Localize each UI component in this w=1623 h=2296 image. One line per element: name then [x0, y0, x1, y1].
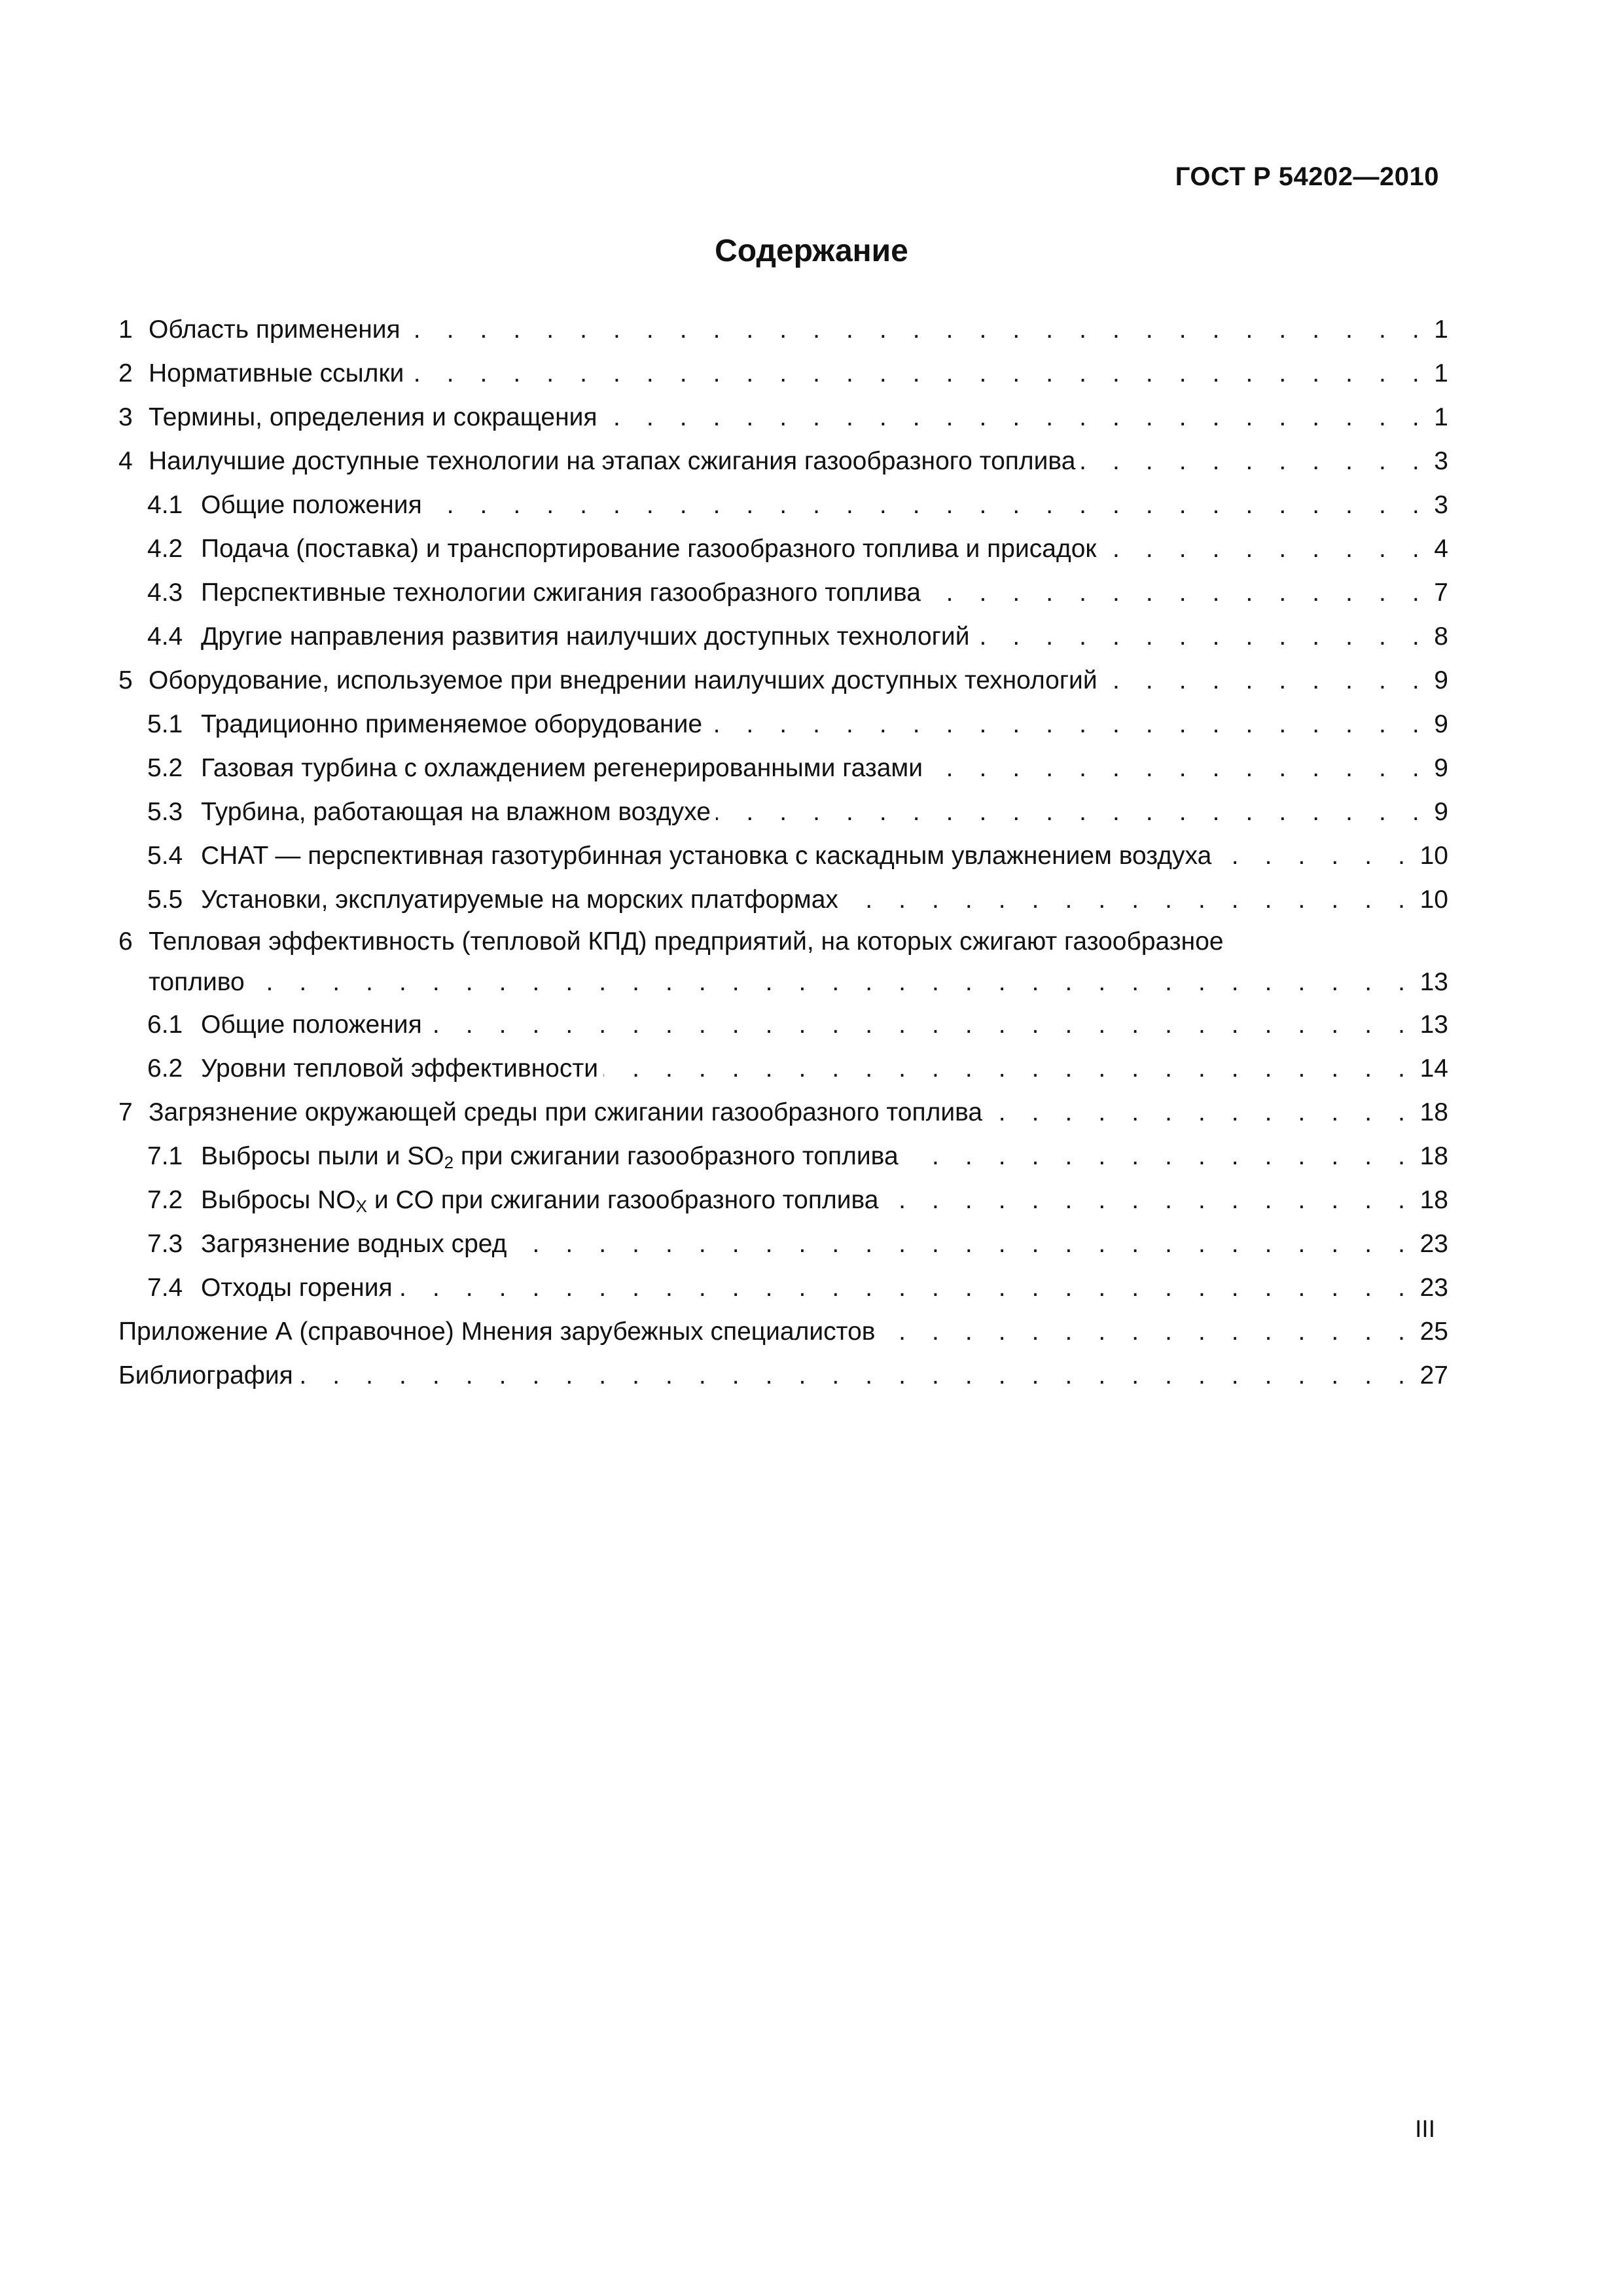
toc-entry-4-3[interactable]: [118, 571, 1448, 615]
dot-leader: [406, 308, 1429, 351]
page-number: III: [1415, 2115, 1435, 2142]
toc-entry-number: 7.2: [147, 1186, 183, 1214]
toc-entry-number: 4.1: [147, 491, 183, 519]
dot-leader: [988, 1090, 1415, 1134]
toc-entry-5[interactable]: [118, 658, 1448, 702]
toc-entry-title: Приложение А (справочное) Мнения зарубежных специалистов: [118, 1318, 876, 1346]
toc-entry-title: [201, 1178, 879, 1222]
toc-entry-3[interactable]: [118, 395, 1448, 439]
dot-leader: [974, 615, 1429, 658]
dot-leader: [844, 878, 1415, 922]
toc-title: Содержание: [715, 234, 908, 268]
subscript: 2: [444, 1153, 454, 1172]
toc-entry-number: 4.2: [147, 535, 183, 563]
toc-entry-number: 2: [118, 359, 133, 387]
toc-entry-title: Турбина, работающая на влажном воздухе: [201, 798, 711, 826]
toc-entry-title: Нормативные ссылки: [149, 359, 404, 387]
toc-entry-page: 4: [1434, 535, 1448, 563]
toc-entry-6-2[interactable]: [118, 1047, 1448, 1090]
title-prefix: Выбросы пыли и SO: [201, 1142, 444, 1170]
toc-entry-4-1[interactable]: [118, 483, 1448, 527]
toc-entry-page: 10: [1419, 886, 1448, 914]
toc-entry-title: Загрязнение водных сред: [201, 1230, 507, 1258]
title-suffix: и CO при сжигании газообразного топлива: [366, 1186, 879, 1214]
toc-entry-7-3[interactable]: [118, 1222, 1448, 1266]
toc-entry-title: Установки, эксплуатируемые на морских платформах: [201, 886, 838, 914]
toc-entry-number: 1: [118, 315, 133, 344]
toc-entry-page: 7: [1434, 579, 1448, 607]
toc-entry-5-3[interactable]: [118, 790, 1448, 834]
toc-entry-6-continuation[interactable]: [118, 962, 1448, 1003]
dot-leader: [427, 1003, 1415, 1047]
toc-entry-page: 1: [1434, 359, 1448, 387]
toc-entry-4-4[interactable]: [118, 615, 1448, 658]
toc-entry-page: 9: [1434, 798, 1448, 826]
toc-entry-number: 4.3: [147, 579, 183, 607]
toc-entry-number: 7: [118, 1098, 133, 1126]
toc-entry-6-1[interactable]: [118, 1003, 1448, 1047]
dot-leader: [904, 1134, 1415, 1178]
toc-entry-title: [201, 1134, 899, 1178]
toc-entry-4-2[interactable]: [118, 527, 1448, 571]
dot-leader: [298, 1354, 1415, 1397]
toc-entry-5-1[interactable]: [118, 702, 1448, 746]
toc-entry-title: Термины, определения и сокращения: [149, 403, 597, 431]
dot-leader: [398, 1266, 1415, 1310]
toc-entry-appendix-a[interactable]: [118, 1310, 1448, 1354]
dot-leader: [880, 1310, 1414, 1354]
dot-leader: [603, 395, 1429, 439]
toc-entry-1[interactable]: [118, 308, 1448, 351]
toc-entry-number: 5.5: [147, 886, 183, 914]
toc-entry-title: Общие положения: [201, 491, 422, 519]
toc-entry-number: 5.3: [147, 798, 183, 826]
toc-entry-5-2[interactable]: [118, 746, 1448, 790]
toc-entry-page: 8: [1434, 622, 1448, 651]
toc-entry-bibliography[interactable]: [118, 1354, 1448, 1397]
toc-entry-title: Перспективные технологии сжигания газообразного топлива: [201, 579, 921, 607]
dot-leader: [716, 790, 1429, 834]
toc-entry-number: 7.4: [147, 1274, 183, 1302]
toc-entry-page: 23: [1419, 1230, 1448, 1258]
toc-entry-page: 27: [1419, 1361, 1448, 1390]
toc-entry-number: 7.1: [147, 1142, 183, 1170]
toc-entry-title: Подача (поставка) и транспортирование газообразного топлива и присадок: [201, 535, 1097, 563]
dot-leader: [427, 483, 1429, 527]
toc-entry-page: 25: [1419, 1318, 1448, 1346]
toc-entry-7-1[interactable]: [118, 1134, 1448, 1178]
toc-entry-title: Другие направления развития наилучших доступных технологий: [201, 622, 970, 651]
dot-leader: [1080, 439, 1429, 483]
toc-entry-page: 23: [1419, 1274, 1448, 1302]
toc-entry-number: 6.2: [147, 1054, 183, 1083]
toc-entry-page: 9: [1434, 666, 1448, 694]
toc-entry-title: Общие положения: [201, 1011, 422, 1039]
toc-entry-page: 18: [1419, 1098, 1448, 1126]
toc-entry-page: 13: [1419, 1011, 1448, 1039]
toc-entry-title-line2: топливо: [149, 968, 245, 996]
dot-leader: [1103, 658, 1429, 702]
toc-entry-title: Газовая турбина с охлаждением регенерированными газами: [201, 754, 923, 782]
dot-leader: [926, 571, 1429, 615]
toc-entry-number: 4.4: [147, 622, 183, 651]
dot-leader: [928, 746, 1429, 790]
dot-leader: [603, 1047, 1415, 1090]
toc-entry-title: Загрязнение окружающей среды при сжигании газообразного топлива: [149, 1098, 983, 1126]
toc-entry-page: 3: [1434, 447, 1448, 475]
toc-entry-title-line1: Тепловая эффективность (тепловой КПД) предприятий, на которых сжигают газообразное: [149, 927, 1224, 956]
dot-leader: [512, 1222, 1414, 1266]
toc-entry-number: 6: [118, 927, 133, 956]
table-of-contents: [118, 308, 1448, 1397]
toc-entry-title: Наилучшие доступные технологии на этапах сжигания газообразного топлива: [149, 447, 1076, 475]
toc-entry-4[interactable]: [118, 439, 1448, 483]
title-prefix: Выбросы NO: [201, 1186, 356, 1214]
toc-entry-number: 5.4: [147, 842, 183, 870]
dot-leader: [707, 702, 1429, 746]
toc-entry-number: 5.2: [147, 754, 183, 782]
toc-entry-number: 5: [118, 666, 133, 694]
toc-entry-title: Отходы горения: [201, 1274, 393, 1302]
toc-entry-number: 4: [118, 447, 133, 475]
toc-entry-page: 1: [1434, 315, 1448, 344]
dot-leader: [1101, 527, 1429, 571]
toc-entry-title: Оборудование, используемое при внедрении наилучших доступных технологий: [149, 666, 1097, 694]
toc-entry-page: 18: [1419, 1142, 1448, 1170]
toc-entry-page: 1: [1434, 403, 1448, 431]
toc-entry-6[interactable]: [118, 922, 1448, 962]
toc-entry-number: 6.1: [147, 1011, 183, 1039]
dot-leader: [1217, 834, 1414, 878]
toc-entry-title: Уровни тепловой эффективности: [201, 1054, 598, 1083]
toc-entry-page: 10: [1419, 842, 1448, 870]
dot-leader: [884, 1178, 1415, 1222]
toc-entry-title: Традиционно применяемое оборудование: [201, 710, 703, 738]
toc-entry-page: 3: [1434, 491, 1448, 519]
subscript: X: [355, 1196, 367, 1216]
toc-entry-title: Область применения: [149, 315, 401, 344]
toc-entry-number: 3: [118, 403, 133, 431]
document-code: ГОСТ Р 54202—2010: [1175, 162, 1439, 191]
toc-entry-title: Библиография: [118, 1361, 293, 1390]
title-suffix: при сжигании газообразного топлива: [454, 1142, 899, 1170]
toc-entry-page: 14: [1419, 1054, 1448, 1083]
toc-entry-5-4[interactable]: [118, 834, 1448, 878]
dot-leader: [409, 351, 1429, 395]
toc-entry-5-5[interactable]: [118, 878, 1448, 922]
toc-entry-page: 9: [1434, 710, 1448, 738]
toc-entry-7[interactable]: [118, 1090, 1448, 1134]
toc-entry-page: 13: [1419, 968, 1448, 996]
dot-leader: [250, 962, 1415, 1003]
toc-entry-2[interactable]: [118, 351, 1448, 395]
toc-entry-number: 5.1: [147, 710, 183, 738]
toc-entry-page: 18: [1419, 1186, 1448, 1214]
toc-entry-page: 9: [1434, 754, 1448, 782]
toc-entry-title: CHAT — перспективная газотурбинная установка с каскадным увлажнением воздуха: [201, 842, 1212, 870]
toc-entry-7-2[interactable]: [118, 1178, 1448, 1222]
toc-entry-7-4[interactable]: [118, 1266, 1448, 1310]
toc-entry-number: 7.3: [147, 1230, 183, 1258]
